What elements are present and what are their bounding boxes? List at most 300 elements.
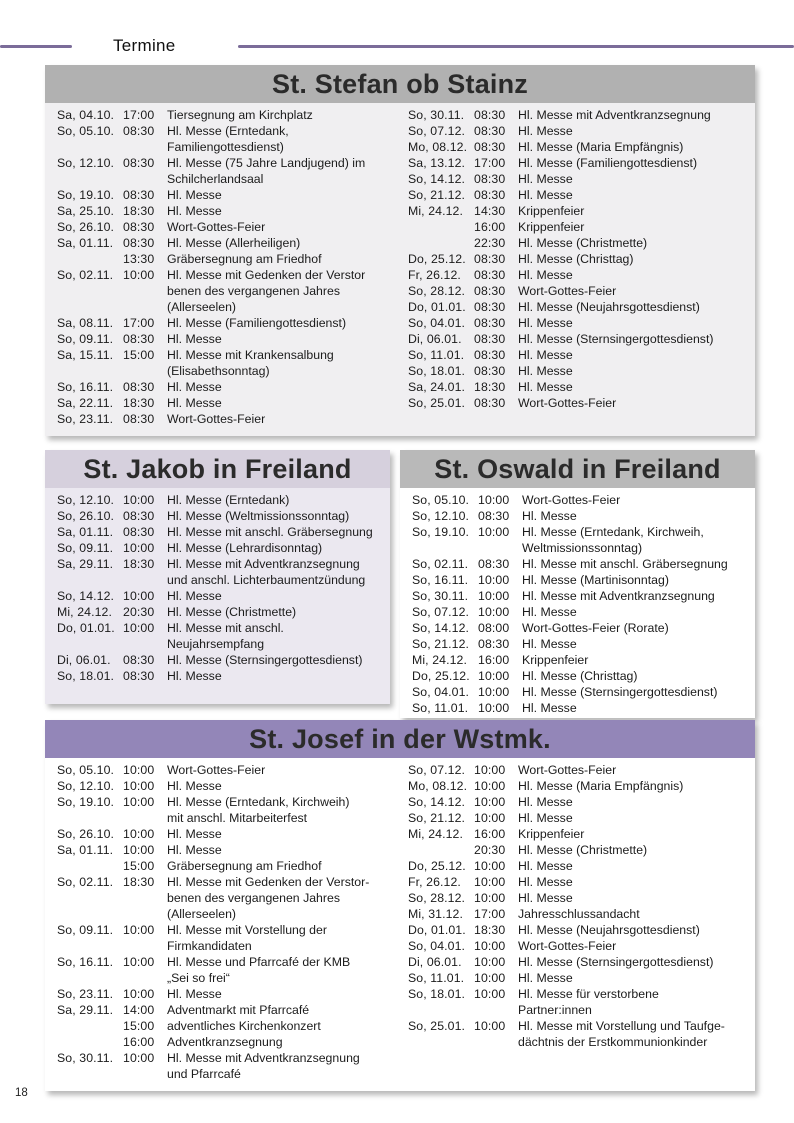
event-time: 08:30 [123,525,155,539]
event-date: Sa, 13.12. [408,156,466,170]
event-date [408,1002,474,1018]
event-time: 10:00 [123,923,155,937]
event-date: So, 07.12. [408,124,466,138]
schedule-row [57,107,396,123]
event-date: Do, 25.12. [412,669,470,683]
event-description: Hl. Messe (Christmette) [518,236,648,250]
event-time: 08:30 [474,316,506,330]
event-description: dächtnis der Erstkommunionkinder [518,1035,708,1049]
event-date: Do, 01.01. [408,923,466,937]
event-time: 10:00 [474,795,506,809]
event-description: Hl. Messe [167,204,222,218]
event-date: So, 14.12. [412,621,470,635]
event-date: So, 07.12. [412,605,470,619]
section-title: St. Stefan ob Stainz [271,68,529,99]
event-date: So, 18.01. [408,987,466,1001]
event-time: 17:00 [123,316,155,330]
schedule-row [412,684,747,700]
event-date [408,219,474,235]
schedule-row [57,155,396,171]
schedule-row [57,315,396,331]
schedule-row [57,171,396,187]
event-time: 10:00 [478,573,510,587]
event-time: 10:00 [474,939,506,953]
event-description: (Allerseelen) [167,907,237,921]
schedule-row [408,363,747,379]
event-date: So, 09.11. [57,541,114,555]
event-time: 10:00 [478,669,510,683]
schedule-row [408,251,747,267]
event-date: So, 25.01. [408,396,466,410]
event-time: 10:00 [474,1019,506,1033]
event-time: 15:00 [123,1019,155,1033]
schedule-row [408,954,747,970]
event-time: 08:30 [123,156,155,170]
event-time [123,970,167,986]
section-header [45,65,755,103]
event-date: Mo, 08.12. [408,779,468,793]
event-time: 10:00 [474,859,506,873]
section-header [45,450,390,488]
event-date [408,235,474,251]
event-date: So, 05.10. [412,493,470,507]
event-time: 08:30 [123,412,155,426]
event-time: 08:30 [474,300,506,314]
schedule-row [57,1066,396,1082]
schedule-row [57,858,396,874]
event-description: Hl. Messe [518,859,573,873]
event-date: So, 14.12. [408,795,466,809]
schedule-row [412,700,747,716]
event-description: Hl. Messe (Lehrardisonntag) [167,541,323,555]
event-description: Firmkandidaten [167,939,252,953]
event-date: So, 12.10. [412,509,470,523]
event-time: 10:00 [123,1051,155,1065]
schedule-row [57,299,396,315]
event-date: So, 21.12. [408,811,466,825]
event-time [123,139,167,155]
schedule-row [408,906,747,922]
accent-rule-left [0,45,72,48]
schedule-column [57,492,382,684]
event-date: So, 23.11. [57,412,114,426]
schedule-row [408,842,747,858]
event-description: Hl. Messe (Erntedank, [167,124,289,138]
schedule-row [408,379,747,395]
event-time: 18:30 [123,204,155,218]
event-description: Hl. Messe [167,779,222,793]
schedule-row [408,347,747,363]
event-time: 10:00 [478,685,510,699]
schedule-row [57,283,396,299]
event-time: 10:00 [123,763,155,777]
event-time: 08:30 [123,220,155,234]
schedule-row [57,604,382,620]
event-date: So, 07.12. [408,763,466,777]
event-time: 10:00 [123,955,155,969]
event-time: 17:00 [123,108,155,122]
section-st-oswald [400,450,755,718]
schedule-row [57,668,382,684]
event-description: Hl. Messe (Christtag) [518,252,634,266]
event-time [123,299,167,315]
event-date: Sa, 01.11. [57,236,114,250]
event-date: So, 18.01. [57,669,115,683]
event-description: Hl. Messe [167,332,222,346]
event-time: 08:30 [474,396,506,410]
event-description: Hl. Messe [522,509,577,523]
event-description: Hl. Messe mit Gedenken der Verstor- [167,875,370,889]
schedule-row [57,652,382,668]
event-date: So, 16.11. [57,955,114,969]
event-description: Hl. Messe (Neujahrsgottesdienst) [518,300,700,314]
event-time: 10:00 [474,875,506,889]
schedule-row [408,778,747,794]
section-st-josef [45,720,755,1091]
schedule-row [408,203,747,219]
schedule-row [408,1002,747,1018]
event-time: 10:00 [123,621,155,635]
event-description: Hl. Messe [522,605,577,619]
event-date: Do, 25.12. [408,859,466,873]
schedule-row [412,652,747,668]
schedule-row [408,219,747,235]
event-description: Schilcherlandsaal [167,172,264,186]
event-date: Do, 01.01. [57,621,115,635]
schedule-row [57,1034,396,1050]
schedule-row [57,588,382,604]
event-description: Krippenfeier [522,653,589,667]
event-description: Hl. Messe [518,172,573,186]
section-st-jakob [45,450,390,704]
event-date [57,283,123,299]
event-description: Hl. Messe [518,316,573,330]
section-body [45,103,755,436]
event-description: Hl. Messe (Maria Empfängnis) [518,140,684,154]
schedule-row [412,636,747,652]
event-date: So, 12.10. [57,156,115,170]
event-time: 10:00 [123,795,155,809]
event-time: 10:00 [474,779,506,793]
event-date: So, 11.01. [408,971,465,985]
event-time: 08:30 [474,252,506,266]
event-description: Wort-Gottes-Feier [167,220,266,234]
event-description: Gräbersegnung am Friedhof [167,859,322,873]
schedule-row [408,283,747,299]
event-description: Hl. Messe (Weltmissionssonntag) [167,509,350,523]
event-time: 08:30 [123,236,155,250]
schedule-row [412,508,747,524]
schedule-row [57,1018,396,1034]
event-description: Hl. Messe [167,843,222,857]
event-description: Hl. Messe [167,188,222,202]
event-date: Sa, 08.11. [57,316,114,330]
event-time: 18:30 [474,923,506,937]
event-time: 08:30 [474,172,506,186]
event-time [123,906,167,922]
section-title: St. Oswald in Freiland [434,453,721,484]
event-description: Hl. Messe [522,701,577,715]
event-time: 10:00 [474,987,506,1001]
schedule-row [57,347,396,363]
event-time: 08:30 [478,637,510,651]
event-description: Hl. Messe [167,669,222,683]
event-time: 18:30 [123,396,155,410]
schedule-column [412,492,747,716]
event-description: Hl. Messe [518,891,573,905]
event-description: (Allerseelen) [167,300,237,314]
event-date [57,1034,123,1050]
schedule-row [408,938,747,954]
event-date: So, 12.10. [57,493,115,507]
event-date: So, 04.01. [408,939,466,953]
schedule-row [408,235,747,251]
schedule-row [408,970,747,986]
event-date: So, 05.10. [57,124,115,138]
event-time: 16:00 [123,1035,155,1049]
event-description: Hl. Messe [518,795,573,809]
schedule-row [57,620,382,636]
event-description: Wort-Gottes-Feier [518,396,617,410]
event-description: Hl. Messe [518,348,573,362]
event-date: Mi, 24.12. [408,204,463,218]
event-time [123,938,167,954]
schedule-column [57,107,396,427]
schedule-row [57,922,396,938]
schedule-row [57,762,396,778]
schedule-row [408,315,747,331]
schedule-row [57,842,396,858]
schedule-row [408,187,747,203]
event-description: Hl. Messe mit Krankensalbung [167,348,334,362]
schedule-row [57,826,396,842]
schedule-row [408,858,747,874]
section-body [45,488,390,704]
event-description: Hl. Messe mit Adventkranzsegnung [518,108,711,122]
event-date: Fr, 26.12. [408,268,461,282]
event-date: Do, 01.01. [408,300,466,314]
schedule-row [57,379,396,395]
event-description: Hl. Messe (Erntedank, Kirchweih, [522,525,704,539]
event-date [57,906,123,922]
event-date [57,1066,123,1082]
schedule-row [412,524,747,540]
event-time: 08:30 [474,268,506,282]
schedule-row [412,588,747,604]
schedule-row [412,604,747,620]
schedule-row [57,411,396,427]
event-description: Hl. Messe [518,811,573,825]
schedule-row [408,794,747,810]
event-description: Hl. Messe (Allerheiligen) [167,236,301,250]
event-date: So, 26.10. [57,220,115,234]
event-description: Weltmissionssonntag) [522,541,643,555]
schedule-row [408,874,747,890]
event-date: Sa, 01.11. [57,525,114,539]
event-description: Hl. Messe [167,589,222,603]
event-date: Mi, 31.12. [408,907,463,921]
schedule-row [57,954,396,970]
event-time: 17:00 [474,907,506,921]
event-date: Di, 06.01. [57,653,111,667]
event-description: Hl. Messe [518,268,573,282]
event-description: Hl. Messe (Familiengottesdienst) [167,316,347,330]
event-date [57,810,123,826]
event-date: So, 12.10. [57,779,115,793]
event-date: So, 23.11. [57,987,114,1001]
event-time: 08:00 [478,621,510,635]
event-date [408,842,474,858]
event-time: 08:30 [123,653,155,667]
schedule-row [412,492,747,508]
event-description: Hl. Messe (Christtag) [522,669,638,683]
schedule-row [408,922,747,938]
event-time [123,810,167,826]
event-time: 08:30 [474,332,506,346]
event-description: Hl. Messe mit anschl. [167,621,284,635]
schedule-row [57,986,396,1002]
event-description: Neujahrsempfang [167,637,265,651]
event-description: Jahresschlussandacht [518,907,640,921]
schedule-row [57,874,396,890]
event-description: und Pfarrcafé [167,1067,241,1081]
section-title: St. Josef in der Wstmk. [249,723,551,754]
event-time: 10:00 [478,493,510,507]
schedule-row [57,203,396,219]
page-number: 18 [15,1087,28,1099]
event-time [474,1002,518,1018]
event-date: Sa, 15.11. [57,348,114,362]
event-description: Krippenfeier [518,827,585,841]
event-description: Gräbersegnung am Friedhof [167,252,322,266]
schedule-row [57,1002,396,1018]
schedule-row [408,826,747,842]
event-description: Hl. Messe (Christmette) [167,605,297,619]
schedule-row [57,540,382,556]
schedule-row [57,123,396,139]
event-time: 08:30 [474,140,506,154]
schedule-row [408,890,747,906]
event-time: 10:00 [474,763,506,777]
event-time: 10:00 [123,589,155,603]
schedule-row [408,107,747,123]
schedule-row [57,1050,396,1066]
event-date: Sa, 04.10. [57,108,115,122]
event-description: adventliches Kirchenkonzert [167,1019,321,1033]
event-time: 20:30 [123,605,155,619]
event-description: Hl. Messe mit Adventkranzsegnung [167,557,360,571]
event-date: So, 21.12. [412,637,470,651]
event-description: Wort-Gottes-Feier [518,284,617,298]
schedule-row [57,906,396,922]
event-description: Hl. Messe mit anschl. Gräbersegnung [167,525,373,539]
event-description: Krippenfeier [518,204,585,218]
event-date: Fr, 26.12. [408,875,461,889]
event-time: 08:30 [123,124,155,138]
event-date: So, 11.01. [408,348,465,362]
schedule-column [57,762,396,1082]
event-time: 10:00 [474,891,506,905]
schedule-row [408,299,747,315]
event-time: 10:00 [478,525,510,539]
event-date [408,1034,474,1050]
schedule-row [57,492,382,508]
event-time: 08:30 [123,380,155,394]
event-date: Sa, 01.11. [57,843,114,857]
section-header [45,720,755,758]
event-description: Wort-Gottes-Feier [522,493,621,507]
event-description: Hl. Messe (Martinisonntag) [522,573,669,587]
event-description: Hl. Messe (Erntedank, Kirchweih) [167,795,350,809]
schedule-row [57,810,396,826]
schedule-row [408,810,747,826]
schedule-row [408,395,747,411]
event-time: 10:00 [123,493,155,507]
event-description: Hl. Messe [518,188,573,202]
event-time: 10:00 [474,955,506,969]
schedule-row [57,636,382,652]
schedule-row [57,970,396,986]
event-description: Partner:innen [518,1003,592,1017]
event-date: Do, 25.12. [408,252,466,266]
event-date [57,636,123,652]
event-description: Hl. Messe (Sternsingergottesdienst) [522,685,718,699]
event-date: So, 05.10. [57,763,115,777]
event-time: 08:30 [474,188,506,202]
schedule-row [57,890,396,906]
schedule-row [57,395,396,411]
event-time [123,283,167,299]
event-date: So, 04.01. [408,316,466,330]
schedule-row [408,267,747,283]
event-date [57,858,123,874]
schedule-row [408,123,747,139]
event-date: So, 19.10. [412,525,470,539]
event-description: Hl. Messe [518,364,573,378]
event-date [57,890,123,906]
event-time: 08:30 [474,364,506,378]
schedule-row [57,251,396,267]
event-description: Wort-Gottes-Feier (Rorate) [522,621,669,635]
event-description: Hl. Messe [518,971,573,985]
event-date [57,1018,123,1034]
event-time: 08:30 [474,284,506,298]
schedule-column [408,107,747,427]
event-description: und anschl. Lichterbaumentzündung [167,573,366,587]
event-time: 13:30 [123,252,155,266]
schedule-row [57,267,396,283]
event-description: Hl. Messe (Sternsingergottesdienst) [167,653,363,667]
event-description: Krippenfeier [518,220,585,234]
section-body [45,758,755,1091]
schedule-row [408,762,747,778]
event-description: Hl. Messe mit Vorstellung der [167,923,327,937]
page-kicker: Termine [113,36,176,55]
event-time: 08:30 [478,557,510,571]
event-date [57,572,123,588]
event-date: So, 28.12. [408,284,466,298]
schedule-row [57,363,396,379]
schedule-row [408,155,747,171]
event-date: So, 30.11. [57,1051,114,1065]
event-description: mit anschl. Mitarbeiterfest [167,811,308,825]
schedule-row [57,235,396,251]
schedule-row [408,1018,747,1034]
schedule-row [408,1034,747,1050]
event-time: 18:30 [123,875,155,889]
event-description: „Sei so frei“ [167,971,230,985]
schedule-row [412,556,747,572]
